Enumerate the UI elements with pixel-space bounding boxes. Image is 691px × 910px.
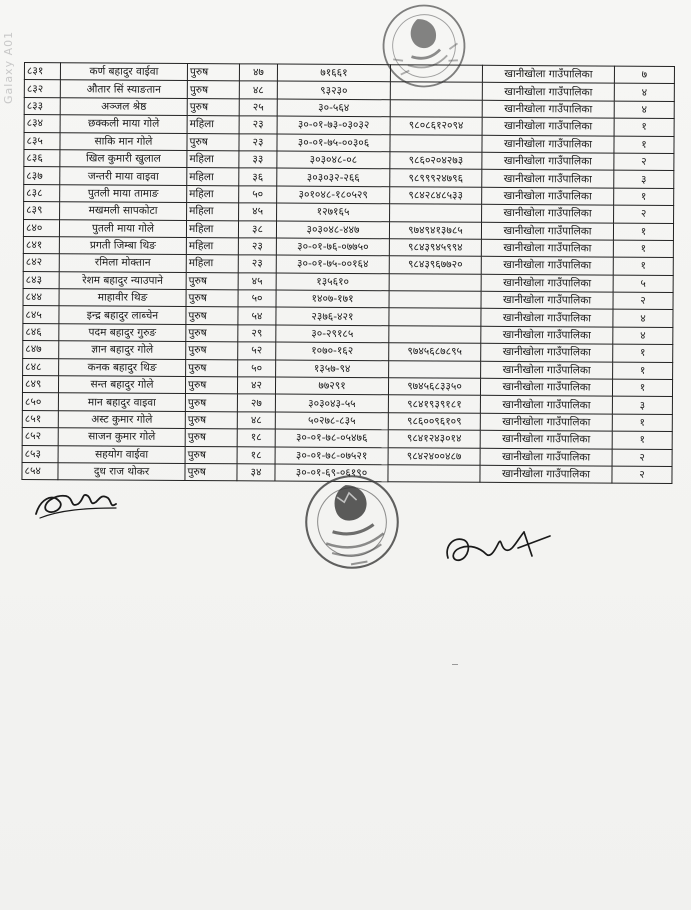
citizenship-number-cell: १३५६१० [276, 273, 389, 291]
municipality-cell: खानीखोला गाउँपालिका [480, 396, 612, 414]
serial-number-cell: ८४३ [23, 271, 59, 289]
name-cell: ज्ञान बहादुर गोले [59, 341, 186, 359]
phone-number-cell [390, 65, 482, 83]
ward-number-cell: १ [612, 431, 672, 449]
municipality-cell: खानीखोला गाउँपालिका [481, 309, 613, 327]
serial-number-cell: ८४८ [23, 358, 59, 376]
name-cell: रेशम बहादुर न्याउपाने [59, 271, 186, 289]
serial-number-cell: ८३६ [24, 149, 60, 167]
citizenship-number-cell: ३०-०१-७३-०३०३२ [277, 116, 390, 134]
municipality-cell: खानीखोला गाउँपालिका [482, 65, 614, 83]
municipality-cell: खानीखोला गाउँपालिका [481, 361, 613, 379]
municipality-cell: खानीखोला गाउँपालिका [481, 326, 613, 344]
serial-number-cell: ८३३ [24, 97, 60, 115]
age-cell: ४७ [239, 64, 277, 82]
gender-cell: महिला [187, 203, 239, 221]
ward-number-cell: २ [613, 292, 673, 310]
phone-number-cell [389, 360, 481, 378]
citizenship-number-cell: ३०-५६४ [277, 99, 390, 117]
ward-number-cell: ७ [614, 66, 674, 84]
gender-cell: पुरुष [187, 63, 239, 81]
name-cell: साजन कुमार गोले [58, 428, 185, 446]
serial-number-cell: ८४९ [22, 376, 58, 394]
signature-left [30, 478, 120, 522]
serial-number-cell: ८४२ [23, 254, 59, 272]
name-cell: अञ्जल श्रेष्ठ [60, 98, 187, 116]
municipality-cell: खानीखोला गाउँपालिका [482, 83, 614, 101]
citizenship-number-cell: १२७१६५ [277, 203, 390, 221]
name-cell: रमिला मोक्तान [59, 254, 186, 272]
municipality-cell: खानीखोला गाउँपालिका [480, 448, 612, 466]
age-cell: २३ [238, 238, 276, 256]
citizenship-number-cell: १४०७-१७१ [276, 290, 389, 308]
serial-number-cell: ८५० [22, 393, 58, 411]
ward-number-cell: २ [612, 449, 672, 467]
name-cell: खिल कुमारी खुलाल [60, 150, 187, 168]
citizenship-number-cell: ३०३०४३-५५ [275, 394, 388, 412]
serial-number-cell: ८५३ [22, 445, 58, 463]
citizenship-number-cell: ३०१०४८-१८०५२९ [277, 186, 390, 204]
gender-cell: महिला [186, 220, 238, 238]
municipality-cell: खानीखोला गाउँपालिका [480, 413, 612, 431]
age-cell: ५४ [238, 307, 276, 325]
ward-number-cell: १ [612, 414, 672, 432]
scan-speck [452, 664, 458, 665]
gender-cell: महिला [187, 150, 239, 168]
ward-number-cell: १ [613, 223, 673, 241]
municipality-cell: खानीखोला गाउँपालिका [482, 100, 614, 118]
age-cell: २३ [239, 133, 277, 151]
serial-number-cell: ८३१ [24, 63, 60, 81]
name-cell: माहावीर थिङ [59, 289, 186, 307]
citizenship-number-cell: ३०-२९१८५ [276, 325, 389, 343]
name-cell: औतार सिं स्याङतान [60, 80, 187, 98]
serial-number-cell: ८४० [23, 219, 59, 237]
gender-cell: पुरुष [185, 429, 237, 447]
age-cell: ३४ [237, 464, 275, 482]
gender-cell: महिला [187, 185, 239, 203]
phone-number-cell [390, 204, 482, 222]
name-cell: पुतली माया गोले [59, 219, 186, 237]
serial-number-cell: ८५२ [22, 428, 58, 446]
age-cell: २५ [239, 99, 277, 117]
municipality-cell: खानीखोला गाउँपालिका [480, 378, 612, 396]
phone-number-cell: ९८४२८४८५३३ [390, 186, 482, 204]
ward-number-cell: २ [612, 466, 672, 484]
name-cell: सन्त बहादुर गोले [58, 376, 185, 394]
name-cell: छक्कली माया गोले [60, 115, 187, 133]
citizenship-number-cell: १०७०-१६२ [276, 342, 389, 360]
serial-number-cell: ८४६ [23, 323, 59, 341]
ward-number-cell: १ [612, 379, 672, 397]
ward-number-cell: ३ [612, 397, 672, 415]
citizenship-number-cell: ३०३०४८-०८ [277, 151, 390, 169]
age-cell: ५० [238, 290, 276, 308]
municipality-cell: खानीखोला गाउँपालिका [480, 430, 612, 448]
phone-number-cell: ९८६०२०४२७३ [390, 152, 482, 170]
phone-number-cell: ९७४९४१३७८५ [389, 221, 481, 239]
gender-cell: पुरुष [185, 377, 237, 395]
citizenship-number-cell: ३०-०१-७८-०५४७६ [275, 429, 388, 447]
citizenship-number-cell: ७७२९१ [275, 377, 388, 395]
ward-number-cell: ४ [613, 310, 673, 328]
ward-number-cell: १ [613, 257, 673, 275]
citizenship-number-cell: ७१६६१ [277, 64, 390, 82]
camera-watermark: Galaxy A01 [2, 30, 15, 104]
signature-right [440, 518, 570, 570]
municipality-cell: खानीखोला गाउँपालिका [482, 204, 614, 222]
age-cell: २३ [239, 116, 277, 134]
phone-number-cell [389, 308, 481, 326]
citizenship-number-cell: ३०३०३२-२६६ [277, 168, 390, 186]
serial-number-cell: ८३९ [24, 202, 60, 220]
phone-number-cell: ९८४३९६७७२० [389, 256, 481, 274]
citizenship-number-cell: ५०२७८-८३५ [275, 412, 388, 430]
name-cell: कनक बहादुर थिङ [59, 358, 186, 376]
gender-cell: महिला [187, 116, 239, 134]
ward-number-cell: १ [613, 344, 673, 362]
ward-number-cell: ४ [614, 101, 674, 119]
serial-number-cell: ८४१ [23, 236, 59, 254]
serial-number-cell: ८३५ [24, 132, 60, 150]
serial-number-cell: ८३२ [24, 80, 60, 98]
name-cell: पदम बहादुर गुरुङ [59, 324, 186, 342]
ward-number-cell: ५ [613, 275, 673, 293]
age-cell: ४५ [239, 203, 277, 221]
municipality-cell: खानीखोला गाउँपालिका [482, 187, 614, 205]
name-cell: साकि मान गोले [60, 132, 187, 150]
name-cell: दुध राज थोकर [58, 463, 185, 481]
beneficiary-table [21, 62, 675, 484]
age-cell: ५० [238, 359, 276, 377]
gender-cell: महिला [187, 168, 239, 186]
citizenship-number-cell: ३०-०१-७६-०७७५० [276, 238, 389, 256]
municipality-cell: खानीखोला गाउँपालिका [481, 291, 613, 309]
age-cell: ४५ [238, 273, 276, 291]
name-cell: कर्ण बहादुर वाईवा [60, 63, 187, 81]
age-cell: १८ [237, 429, 275, 447]
citizenship-number-cell: ३०-०१-७५-००१६४ [276, 255, 389, 273]
gender-cell: पुरुष [185, 411, 237, 429]
gender-cell: पुरुष [187, 98, 239, 116]
gender-cell: पुरुष [186, 290, 238, 308]
serial-number-cell: ८४५ [23, 306, 59, 324]
gender-cell: पुरुष [185, 394, 237, 412]
serial-number-cell: ८४४ [23, 289, 59, 307]
name-cell: प्रगती जिम्बा थिङ [59, 237, 186, 255]
age-cell: २९ [238, 325, 276, 343]
serial-number-cell: ८५४ [22, 462, 58, 480]
gender-cell: महिला [186, 237, 238, 255]
age-cell: १८ [237, 446, 275, 464]
phone-number-cell [388, 465, 480, 483]
age-cell: ४२ [237, 377, 275, 395]
table-body [22, 63, 675, 484]
age-cell: ४८ [239, 81, 277, 99]
citizenship-number-cell: ३०-०१-७५-००३०६ [277, 134, 390, 152]
ward-number-cell: २ [614, 205, 674, 223]
gender-cell: पुरुष [186, 307, 238, 325]
name-cell: जन्तरी माया वाइवा [60, 167, 187, 185]
municipality-cell: खानीखोला गाउँपालिका [481, 239, 613, 257]
citizenship-number-cell: २३७६-४२१ [276, 308, 389, 326]
gender-cell: पुरुष [186, 324, 238, 342]
name-cell: मखमली सापकोटा [60, 202, 187, 220]
age-cell: २३ [238, 255, 276, 273]
phone-number-cell: ९७४५६८७८९५ [389, 343, 481, 361]
citizenship-number-cell: ३०-०१-७८-०७५२१ [275, 447, 388, 465]
citizenship-number-cell: ९३२३० [277, 81, 390, 99]
phone-number-cell: ९८४१२४३०१४ [388, 430, 480, 448]
phone-number-cell [390, 82, 482, 100]
gender-cell: पुरुष [186, 359, 238, 377]
municipality-cell: खानीखोला गाउँपालिका [482, 152, 614, 170]
phone-number-cell: ९८०८६१२०९४ [390, 117, 482, 135]
gender-cell: पुरुष [187, 81, 239, 99]
ward-number-cell: ३ [614, 170, 674, 188]
citizenship-number-cell: १३५७-९४ [276, 360, 389, 378]
phone-number-cell: ९८४२४००४८७ [388, 447, 480, 465]
municipality-cell: खानीखोला गाउँपालिका [482, 135, 614, 153]
municipality-cell: खानीखोला गाउँपालिका [480, 465, 612, 483]
name-cell: मान बहादुर वाइवा [58, 393, 185, 411]
age-cell: २७ [237, 394, 275, 412]
name-cell: सहयोग वाईवा [58, 445, 185, 463]
serial-number-cell: ८५१ [22, 410, 58, 428]
gender-cell: पुरुष [186, 342, 238, 360]
phone-number-cell: ९८४३९४५९९४ [389, 239, 481, 257]
gender-cell: पुरुष [185, 463, 237, 481]
age-cell: ४८ [237, 412, 275, 430]
municipality-cell: खानीखोला गाउँपालिका [481, 274, 613, 292]
serial-number-cell: ८४७ [23, 341, 59, 359]
municipality-cell: खानीखोला गाउँपालिका [481, 257, 613, 275]
name-cell: पुतली माया तामाङ [60, 184, 187, 202]
phone-number-cell [389, 326, 481, 344]
ward-number-cell: १ [614, 118, 674, 136]
phone-number-cell: ९८९९९२४७९६ [390, 169, 482, 187]
name-cell: इन्द्र बहादुर लाब्चेन [59, 306, 186, 324]
name-cell: अस्ट कुमार गोले [58, 411, 185, 429]
ward-number-cell: २ [614, 153, 674, 171]
municipality-cell: खानीखोला गाउँपालिका [482, 117, 614, 135]
age-cell: ५० [239, 186, 277, 204]
gender-cell: पुरुष [185, 446, 237, 464]
serial-number-cell: ८३७ [24, 167, 60, 185]
gender-cell: पुरुष [187, 133, 239, 151]
age-cell: ३८ [238, 220, 276, 238]
phone-number-cell: ९७४५६८३३५० [388, 378, 480, 396]
phone-number-cell [389, 291, 481, 309]
municipality-cell: खानीखोला गाउँपालिका [481, 222, 613, 240]
municipality-cell: खानीखोला गाउँपालिका [481, 344, 613, 362]
age-cell: ५२ [238, 342, 276, 360]
municipality-cell: खानीखोला गाउँपालिका [482, 170, 614, 188]
ward-number-cell: १ [613, 240, 673, 258]
phone-number-cell: ९८४१९३९१८१ [388, 395, 480, 413]
ward-number-cell: १ [614, 136, 674, 154]
serial-number-cell: ८३८ [24, 184, 60, 202]
citizenship-number-cell: ३०३०४८-४४७ [276, 221, 389, 239]
phone-number-cell [389, 273, 481, 291]
gender-cell: महिला [186, 255, 238, 273]
phone-number-cell [390, 134, 482, 152]
ward-number-cell: ४ [613, 327, 673, 345]
age-cell: ३६ [239, 168, 277, 186]
phone-number-cell: ९८६००९६१०९ [388, 413, 480, 431]
ward-number-cell: १ [614, 188, 674, 206]
gender-cell: पुरुष [186, 272, 238, 290]
phone-number-cell [390, 100, 482, 118]
age-cell: ३३ [239, 151, 277, 169]
ward-number-cell: १ [613, 362, 673, 380]
citizenship-number-cell: ३०-०१-६९-०६१९० [275, 464, 388, 482]
serial-number-cell: ८३४ [24, 115, 60, 133]
ward-number-cell: ४ [614, 83, 674, 101]
